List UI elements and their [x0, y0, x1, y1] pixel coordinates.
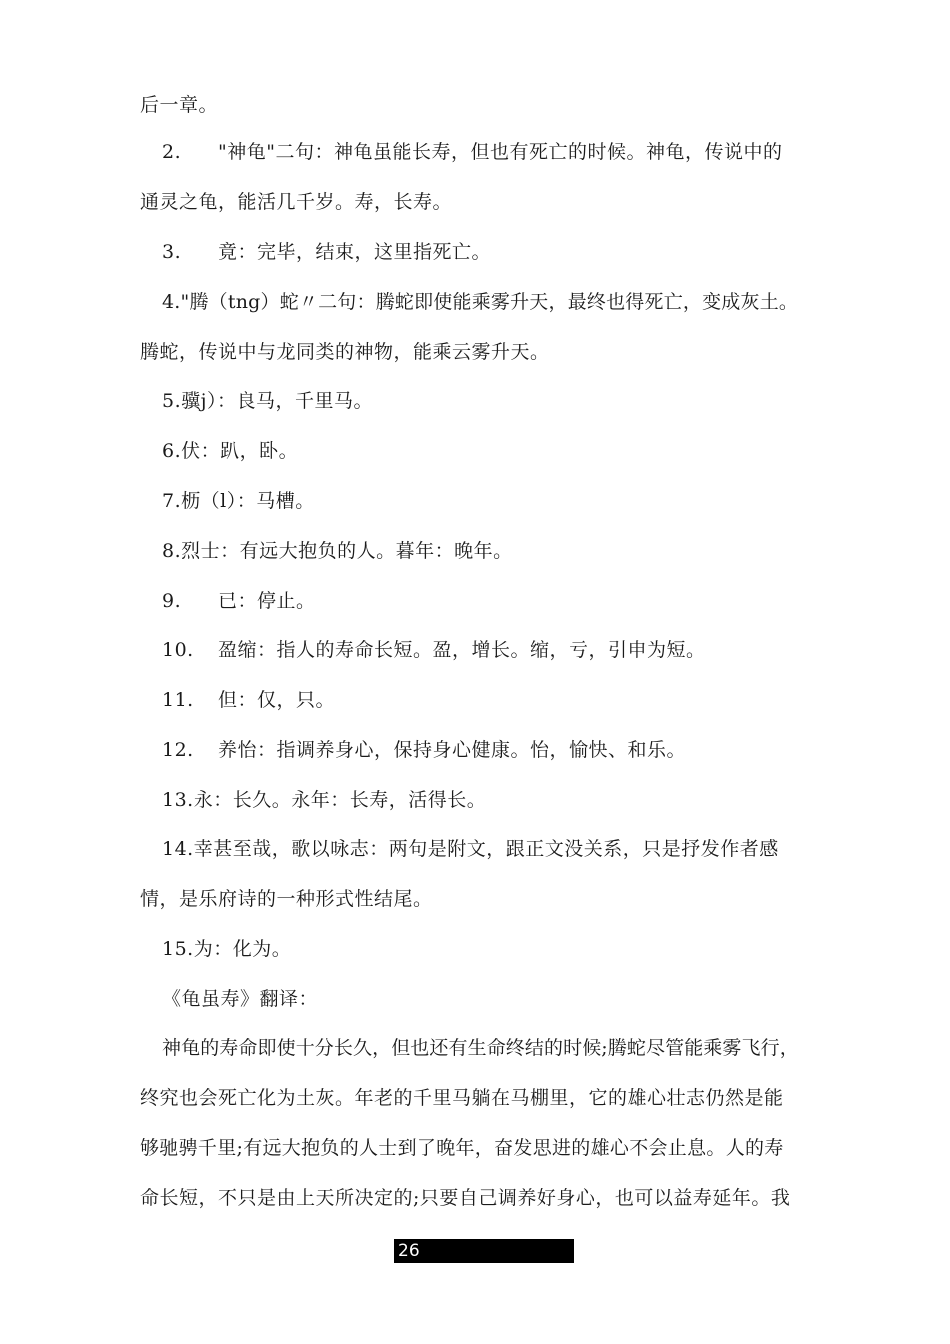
note-4: 4."腾（tng）蛇〃二句：腾蛇即使能乘雾升天，最终也得死亡，变成灰土。	[162, 291, 799, 313]
text-line: 通灵之龟，能活几千岁。寿，长寿。	[140, 191, 453, 213]
paragraph-line: 够驰骋千里;有远大抱负的人士到了晚年，奋发思进的雄心不会止息。人的寿	[140, 1137, 784, 1159]
note-3	[162, 240, 491, 264]
note-6: 6.伏：趴，卧。	[162, 440, 299, 462]
note-text: 已：停止。	[218, 590, 316, 612]
section-heading: 《龟虽寿》翻译：	[162, 988, 319, 1010]
text-line: 腾蛇，传说中与龙同类的神物，能乘云雾升天。	[140, 341, 550, 363]
note-12	[162, 738, 686, 762]
note-7: 7.枥（l）：马槽。	[162, 490, 315, 512]
note-number: 11.	[162, 689, 194, 711]
note-number: 2.	[162, 141, 182, 163]
paragraph-line: 终究也会死亡化为土灰。年老的千里马躺在马棚里，它的雄心壮志仍然是能	[140, 1087, 784, 1109]
paragraph-line: 神龟的寿命即使十分长久，但也还有生命终结的时候;腾蛇尽管能乘雾飞行，	[162, 1037, 799, 1059]
note-text: 盈缩：指人的寿命长短。盈，增长。缩，亏，引申为短。	[218, 639, 706, 661]
page-number: 26	[398, 1241, 420, 1261]
note-14: 14.幸甚至哉，歌以咏志：两句是附文，跟正文没关系，只是抒发作者感	[162, 838, 779, 860]
page-number-bar	[394, 1239, 574, 1263]
note-text: 养怡：指调养身心，保持身心健康。怡，愉快、和乐。	[218, 739, 687, 761]
note-8: 8.烈士：有远大抱负的人。暮年：晚年。	[162, 540, 513, 562]
note-11	[162, 688, 335, 712]
note-text: "神龟"二句：神龟虽能长寿，但也有死亡的时候。神龟，传说中的	[218, 141, 783, 163]
note-text: 但：仅，只。	[218, 689, 336, 711]
note-number: 3.	[162, 241, 182, 263]
note-13: 13.永：长久。永年：长寿，活得长。	[162, 789, 487, 811]
text-line: 后一章。	[140, 94, 219, 116]
note-9	[162, 589, 316, 613]
note-10	[162, 638, 706, 662]
note-number: 9.	[162, 590, 182, 612]
note-number: 12.	[162, 739, 194, 761]
note-text: 竟：完毕，结束，这里指死亡。	[218, 241, 492, 263]
paragraph-line: 命长短，不只是由上天所决定的;只要自己调养好身心，也可以益寿延年。我	[140, 1187, 791, 1209]
note-15: 15.为：化为。	[162, 938, 292, 960]
note-5: 5.骥j）：良马，千里马。	[162, 390, 374, 412]
note-number: 10.	[162, 639, 194, 661]
note-2	[162, 140, 782, 164]
text-line: 情，是乐府诗的一种形式性结尾。	[140, 888, 433, 910]
